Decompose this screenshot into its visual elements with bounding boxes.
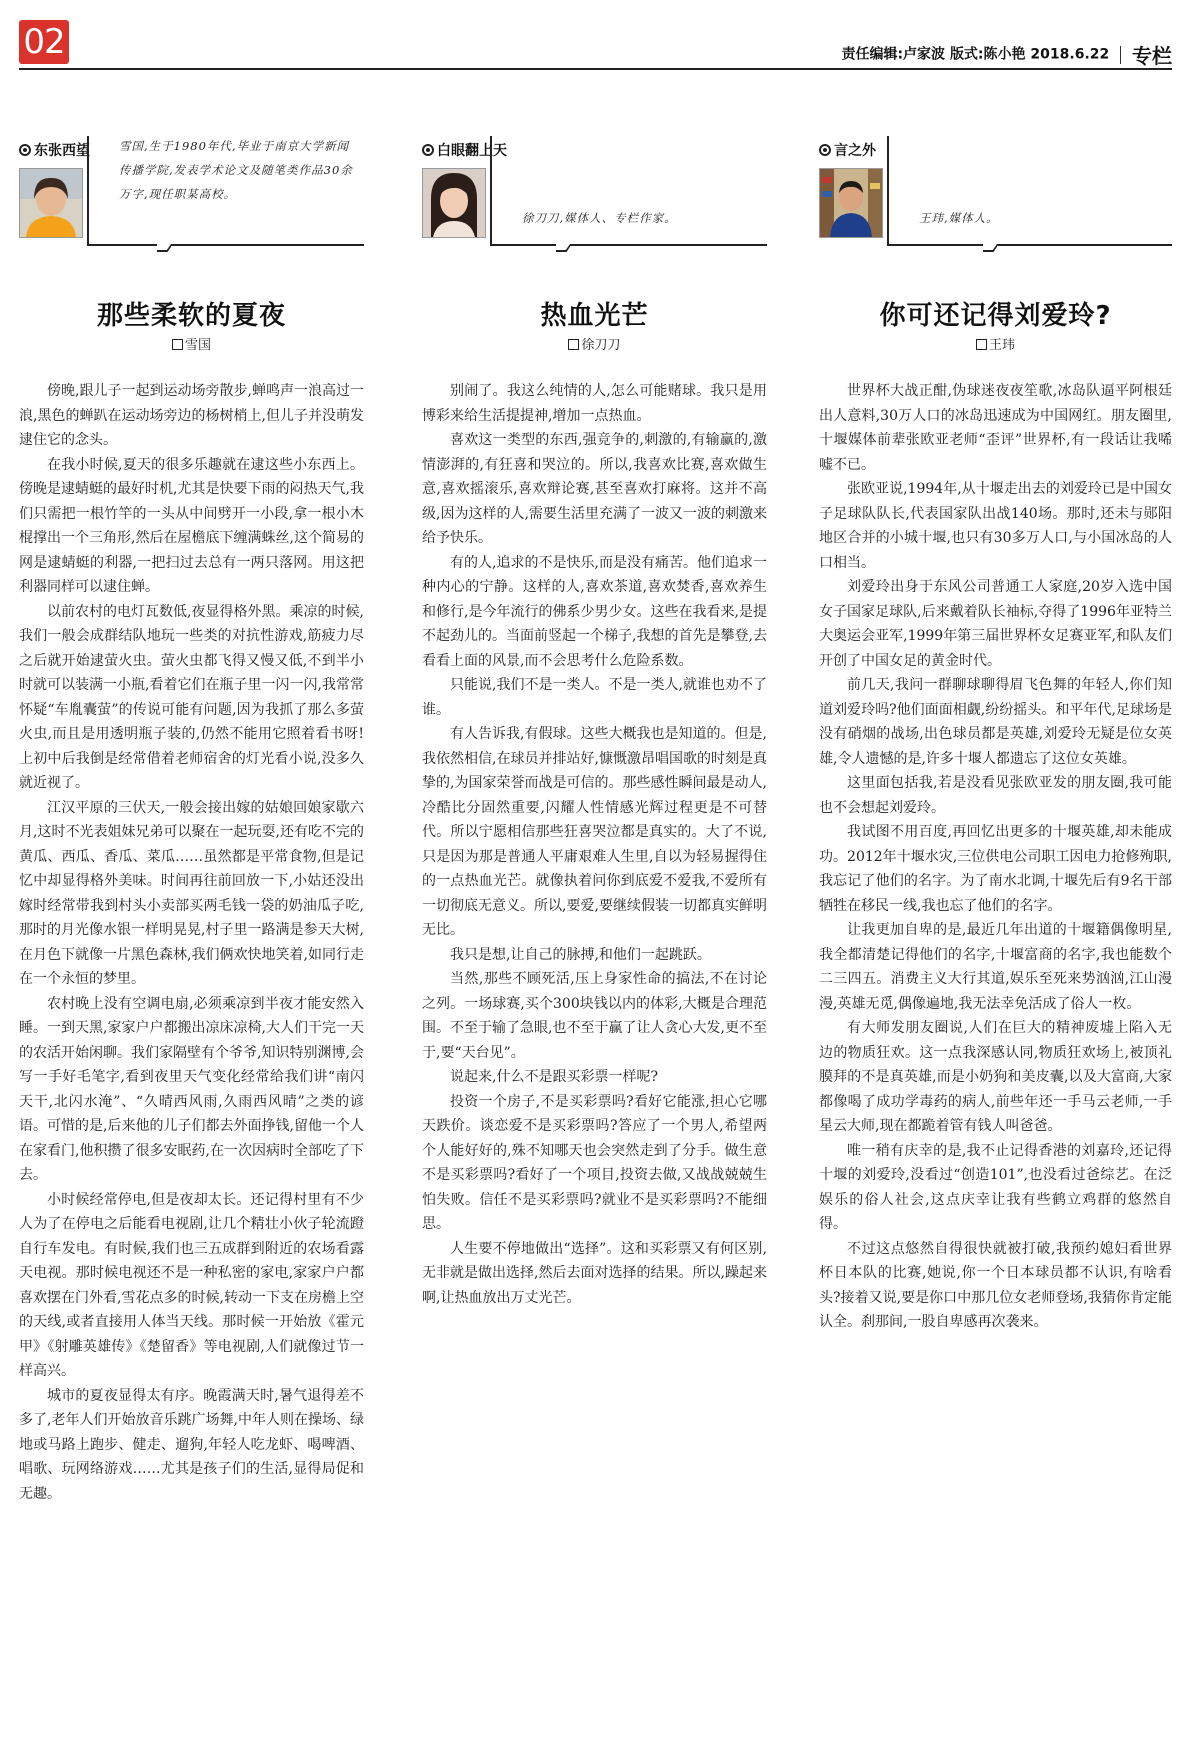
paragraph: 前几天,我问一群聊球聊得眉飞色舞的年轻人,你们知道刘爱玲吗?他们面面相觑,纷纷摇头。和平年代,足球场是没有硝烟的战场,出色球员都是英雄,刘爱玲无疑是位女英雄,令人遗憾的是,许多十堰人都遗忘了这位女英雄。 [819,677,1172,767]
author-bio: 徐刀刀,媒体人、专栏作家。 [522,211,677,225]
article-title: 那些柔软的夏夜 [96,301,286,331]
author-profile [422,160,767,265]
paragraph: 刘爱玲出身于东风公司普通工人家庭,20岁入选中国女子国家足球队,后来戴着队长袖标,夺得了1996年亚特兰大奥运会亚军,1999年第三届世界杯女足赛亚军,和队友们开创了中国女足的黄金时代。 [819,579,1172,669]
paragraph: 世界杯大战正酣,伪球迷夜夜笙歌,冰岛队逼平阿根廷出人意料,30万人口的冰岛迅速成为中国网红。朋友圈里,十堰媒体前辈张欧亚老师“歪评”世界杯,有一段话让我唏嘘不已。 [819,383,1172,473]
paragraph: 农村晚上没有空调电扇,必须乘凉到半夜才能安然入睡。一到天黑,家家户户都搬出凉床凉椅,大人们干完一天的农活开始闲聊。我们家隔壁有个爷爷,知识特别渊博,会写一手好毛笔字,看到夜里天气变化经常给我们讲“南闪天干,北闪水淹”、“久晴西风雨,久雨西风晴”之类的谚语。可惜的是,后来他的儿子们都去外面挣钱,留他一个人在家看门,他积攒了很多安眠药,在一次因病时全部吃了下去。 [19,995,364,1183]
byline: 雪国 [19,334,364,353]
paragraph: 城市的夏夜显得太有序。晚霞满天时,暑气退得差不多了,老年人们开始放音乐跳广场舞,中年人则在操场、绿地或马路上跑步、健走、遛狗,年轻人吃龙虾、喝啤酒、唱歌、玩网络游戏……尤其是孩子们的生活,显得局促和无趣。 [19,1387,364,1502]
bio-box [887,136,1172,246]
author-photo [422,168,486,238]
article-body [19,379,364,1506]
column-label: 言之外 [819,140,1172,160]
designer-credit: 版式:陈小艳 [949,46,1026,63]
author-bio: 雪国,生于1980年代,毕业于南京大学新闻传播学院,发表学术论文及随笔类作品30余万字,现任职某高校。 [119,139,353,201]
column-label: 白眼翻上天 [422,140,767,160]
page-number: 02 [19,20,69,64]
header-separator [1120,46,1121,64]
paragraph: 投资一个房子,不是买彩票吗?看好它能涨,担心它哪天跌价。谈恋爱不是买彩票吗?答应了一个男人,希望两个人能好好的,殊不知哪天也会突然走到了分手。做生意不是买彩票吗?看好了一个项目,投资去做,又战战兢兢生怕失败。信任不是买彩票吗?就业不是买彩票吗?不能细思。 [422,1093,767,1232]
paragraph: 不过这点悠然自得很快就被打破,我预约媳妇看世界杯日本队的比赛,她说,你一个日本球员都不认识,有啥看头?接着又说,要是你口中那几位女老师登场,我猜你肯定能认全。刹那间,一股自卑感再次袭来。 [819,1240,1172,1330]
paragraph: 只能说,我们不是一类人。不是一类人,就谁也劝不了谁。 [422,677,767,718]
article-body [819,379,1172,1335]
paragraph: 在我小时候,夏天的很多乐趣就在逮这些小东西上。傍晚是逮蜻蜓的最好时机,尤其是快要下雨的闷热天气,我们只需把一根竹竿的一头从中间劈开一小段,拿一根小木棍撑出一个三角形,然后在屋檐底下缠满蛛丝,这个简易的网是逮蜻蜓的利器,一把扫过去总有一两只落网。用这把利器同样可以逮住蝉。 [19,456,364,595]
paragraph: 别闹了。我这么纯情的人,怎么可能赌球。我只是用博彩来给生活提提神,增加一点热血。 [422,383,767,424]
column-bullet-icon [422,144,434,156]
column-label: 东张西望 [19,140,364,160]
paragraph: 我试图不用百度,再回忆出更多的十堰英雄,却未能成功。2012年十堰水灾,三位供电公司职工因电力抢修殉职,我忘记了他们的名字。为了南水北调,十堰先后有9名干部牺牲在移民一线,我也忘了他们的名字。 [819,824,1172,914]
paragraph: 这里面包括我,若是没看见张欧亚发的朋友圈,我可能也不会想起刘爱玲。 [819,775,1172,816]
article-title: 你可还记得刘爱玲? [879,301,1112,331]
byline: 徐刀刀 [422,334,767,353]
paragraph: 说起来,什么不是跟买彩票一样呢? [450,1069,658,1085]
paragraph: 有大师发朋友圈说,人们在巨大的精神废墟上陷入无边的物质狂欢。这一点我深感认同,物质狂欢场上,被顶礼膜拜的不是真英雄,而是小奶狗和美皮囊,以及大富商,大家都像喝了成功学毒药的病人,前些年还一手马云老师,一手星云大师,现在都跪着管有钱人叫爸爸。 [819,1020,1172,1134]
author-profile [819,160,1172,265]
author-bio: 王玮,媒体人。 [919,211,999,225]
editor-credit: 责任编辑:卢家波 [841,46,946,63]
paragraph: 小时候经常停电,但是夜却太长。还记得村里有不少人为了在停电之后能看电视剧,让几个精壮小伙子轮流蹬自行车发电。有时候,我们也三五成群到附近的农场看露天电视。那时候电视还不是一种私密的家电,家家户户都喜欢摆在门外看,雪花点多的时候,转动一下支在房檐上空的天线,或者直接用人体当天线。那时候一开始放《霍元甲》《射雕英雄传》《楚留香》等电视剧,人们就像过节一样高兴。 [19,1191,364,1379]
paragraph: 有人告诉我,有假球。这些大概我也是知道的。但是,我依然相信,在球员并排站好,慷慨激昂唱国歌的时刻是真挚的,为国家荣誉而战是可信的。那些感性瞬间最是动人,冷酷比分固然重要,闪耀人性情感光辉过程更是不可替代。所以宁愿相信那些狂喜哭泣都是真实的。大了不说,只是因为那是普通人平庸艰难人生里,自以为轻易握得住的一点热血光芒。就像执着问你到底爱不爱我,不爱所有一切彻底无意义。所以,要爱,要继续假装一切都真实鲜明无比。 [422,726,767,938]
bio-box [490,136,767,246]
paragraph: 张欧亚说,1994年,从十堰走出去的刘爱玲已是中国女子足球队队长,代表国家队出战140场。那时,还未与郧阳地区合并的小城十堰,也只有30多万人口,与小国冰岛的人口相当。 [819,481,1172,571]
author-photo [19,168,83,238]
paragraph: 江汉平原的三伏天,一般会接出嫁的姑娘回娘家歇六月,这时不光表姐妹兄弟可以聚在一起玩耍,还有吃不完的黄瓜、西瓜、香瓜、菜瓜……虽然都是平常食物,但是记忆中却显得格外美味。时间再往前回放一下,小姑还没出嫁时经常带我到村头小卖部买两毛钱一袋的奶油瓜子吃,那时的月光像水银一样明晃晃,村子里一路满是参天大树,在月色下就像一片黑色森林,我们俩欢快地笑着,如同行走在一个永恒的梦里。 [19,799,364,987]
paragraph: 以前农村的电灯瓦数低,夜显得格外黑。乘凉的时候,我们一般会成群结队地玩一些类的对抗性游戏,筋疲力尽之后就开始逮萤火虫。萤火虫都飞得又慢又低,不到半小时就可以装满一小瓶,看着它们在瓶子里一闪一闪,我常常怀疑“车胤囊萤”的传说可能有问题,因为我抓了那么多萤火虫,而且是用透明瓶子装的,仍然不能用它照着看书呀!上初中后我倒是经常借着老师宿舍的灯光看小说,没多久就近视了。 [19,603,364,791]
paragraph: 唯一稍有庆幸的是,我不止记得香港的刘嘉玲,还记得十堰的刘爱玲,没看过“创造101”,也没看过爸综艺。在泛娱乐的俗人社会,这点庆幸让我有些鹤立鸡群的悠然自得。 [819,1142,1172,1232]
column-baiyanfanshangtian [422,140,767,1310]
column-dongzhangxiwang [19,140,364,1506]
header-rule [19,68,1172,70]
header-meta [841,40,1172,69]
paragraph: 让我更加自卑的是,最近几年出道的十堰籍偶像明星,我全都清楚记得他们的名字,十堰富商的名字,我也能数个二三四五。消费主义大行其道,娱乐至死来势汹汹,江山漫漫,英雄无觅,偶像遍地,我无法幸免活成了俗人一枚。 [819,922,1172,1012]
byline: 王玮 [819,334,1172,353]
column-bullet-icon [819,144,831,156]
paragraph: 喜欢这一类型的东西,强竞争的,刺激的,有输赢的,激情澎湃的,有狂喜和哭泣的。所以,我喜欢比赛,喜欢做生意,喜欢摇滚乐,喜欢辩论赛,甚至喜欢打麻将。这并不高级,因为这样的人,需要生活里充满了一波又一波的刺激来给予快乐。 [422,432,767,546]
section-name: 专栏 [1132,44,1172,68]
paragraph: 有的人,追求的不是快乐,而是没有痛苦。他们追求一种内心的宁静。这样的人,喜欢茶道,喜欢焚香,喜欢养生和修行,是今年流行的佛系少男少女。这些在我看来,是提不起劲儿的。当面前竖起一个梯子,我想的首先是攀登,去看看上面的风景,而不会思考什么危险系数。 [422,554,767,669]
column-bullet-icon [19,144,31,156]
article-title: 热血光芒 [540,301,649,331]
article-body [422,379,767,1310]
issue-date: 2018.6.22 [1030,46,1110,63]
bio-box [87,136,364,246]
paragraph: 当然,那些不顾死活,压上身家性命的搞法,不在讨论之列。一场球赛,买个300块钱以内的体彩,大概是合理范围。不至于输了急眼,也不至于赢了让人贪心大发,更不至于,要“天台见”。 [422,971,767,1061]
column-yanzhiwai [819,140,1172,1335]
paragraph: 人生要不停地做出“选择”。这和买彩票又有何区别,无非就是做出选择,然后去面对选择的结果。所以,躁起来啊,让热血放出万丈光芒。 [422,1240,767,1306]
paragraph: 我只是想,让自己的脉搏,和他们一起跳跃。 [450,946,711,963]
author-photo [819,168,883,238]
paragraph: 傍晚,跟儿子一起到运动场旁散步,蝉鸣声一浪高过一浪,黑色的蝉趴在运动场旁边的杨树梢上,但儿子并没萌发逮住它的念头。 [19,383,364,448]
